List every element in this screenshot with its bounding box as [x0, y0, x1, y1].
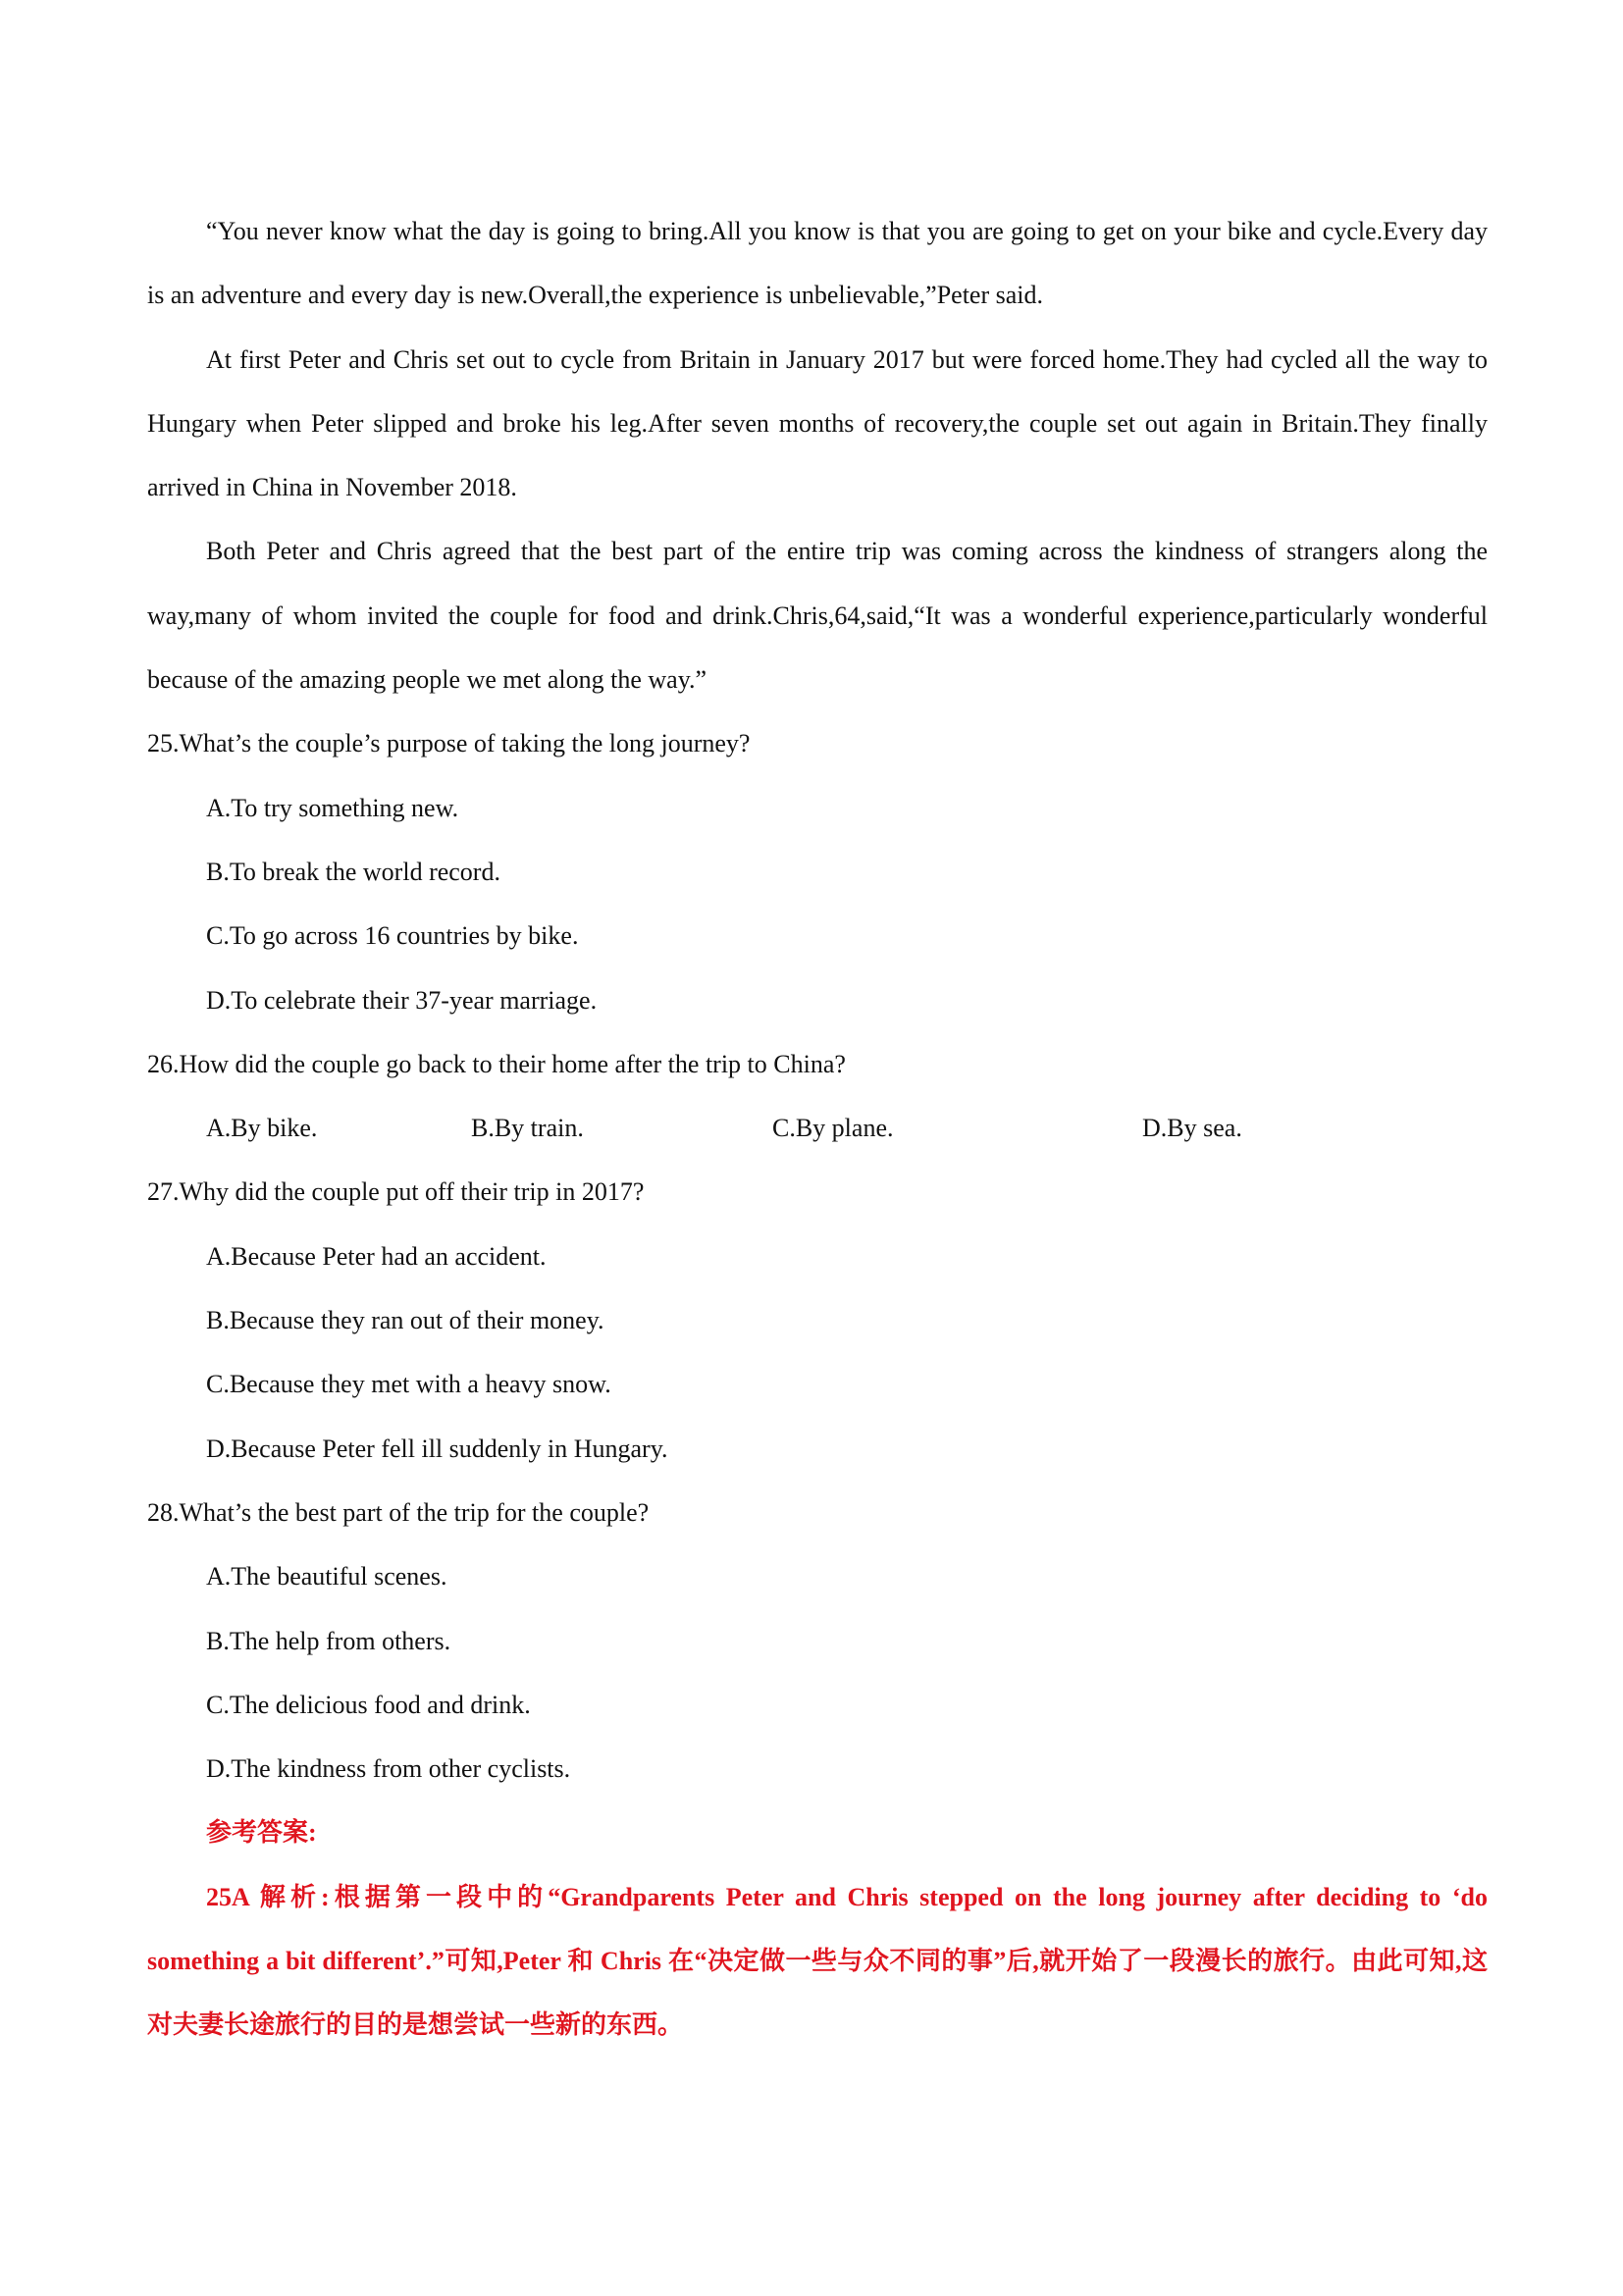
document-page	[147, 199, 1488, 2058]
option: B.The help from others.	[206, 1626, 451, 1655]
passage-paragraph: At first Peter and Chris set out to cycle from Britain in January 2017 but were forced home.They had cycled all the way to Hungary when Peter slipped and broke his leg.After seven months of recovery,the couple set out again in Britain.They finally arrived in China in November 2018.	[147, 344, 1488, 502]
question-27	[147, 1160, 1488, 1480]
option: C.To go across 16 countries by bike.	[206, 921, 579, 951]
option: B.Because they ran out of their money.	[206, 1306, 604, 1335]
option: A.To try something new.	[206, 793, 459, 822]
option: D.To celebrate their 37-year marriage.	[206, 985, 598, 1015]
option: D.The kindness from other cyclists.	[206, 1754, 571, 1784]
answer-heading: 参考答案:	[206, 1818, 317, 1848]
option: D.By sea.	[1142, 1114, 1242, 1143]
option: C.The delicious food and drink.	[206, 1690, 531, 1719]
passage-paragraph: Both Peter and Chris agreed that the best part of the entire trip was coming across the kindness of strangers along the way,many of whom invited the couple for food and drink.Chris,64,said,“It was a wonderful experience,particularly wonderful because of the amazing people we met along the way.”	[147, 537, 1488, 695]
option: B.By train.	[471, 1114, 584, 1143]
question-text: 26.How did the couple go back to their home after the trip to China?	[147, 1049, 846, 1078]
answer-explanation: 25A 解析:根据第一段中的“Grandparents Peter and Chris stepped on the long journey after deciding to ‘do something a bit different’.”可知,Peter 和 Chris 在“决定做一些与众不同的事”后,就开始了一段漫长的旅行。由此可知,这对夫妻长途旅行的目的是想尝试一些新的东西。	[147, 1882, 1488, 2040]
passage-paragraph: “You never know what the day is going to bring.All you know is that you are going to get on your bike and cycle.Every day is an adventure and every day is new.Overall,the experience is unbelievable,”Peter said.	[147, 217, 1488, 310]
options-row	[147, 1096, 1488, 1160]
option: A.By bike.	[206, 1114, 318, 1143]
question-text: 25.What’s the couple’s purpose of taking the long journey?	[147, 729, 751, 758]
question-25	[147, 711, 1488, 1031]
option: A.The beautiful scenes.	[206, 1562, 447, 1592]
question-28	[147, 1481, 1488, 1800]
option: A.Because Peter had an accident.	[206, 1241, 547, 1271]
option: C.Because they met with a heavy snow.	[206, 1370, 611, 1399]
option: D.Because Peter fell ill suddenly in Hungary.	[206, 1434, 668, 1463]
option: B.To break the world record.	[206, 857, 500, 886]
option: C.By plane.	[772, 1114, 894, 1143]
question-26	[147, 1032, 1488, 1161]
question-text: 27.Why did the couple put off their trip in 2017?	[147, 1177, 645, 1207]
question-text: 28.What’s the best part of the trip for the couple?	[147, 1497, 650, 1527]
